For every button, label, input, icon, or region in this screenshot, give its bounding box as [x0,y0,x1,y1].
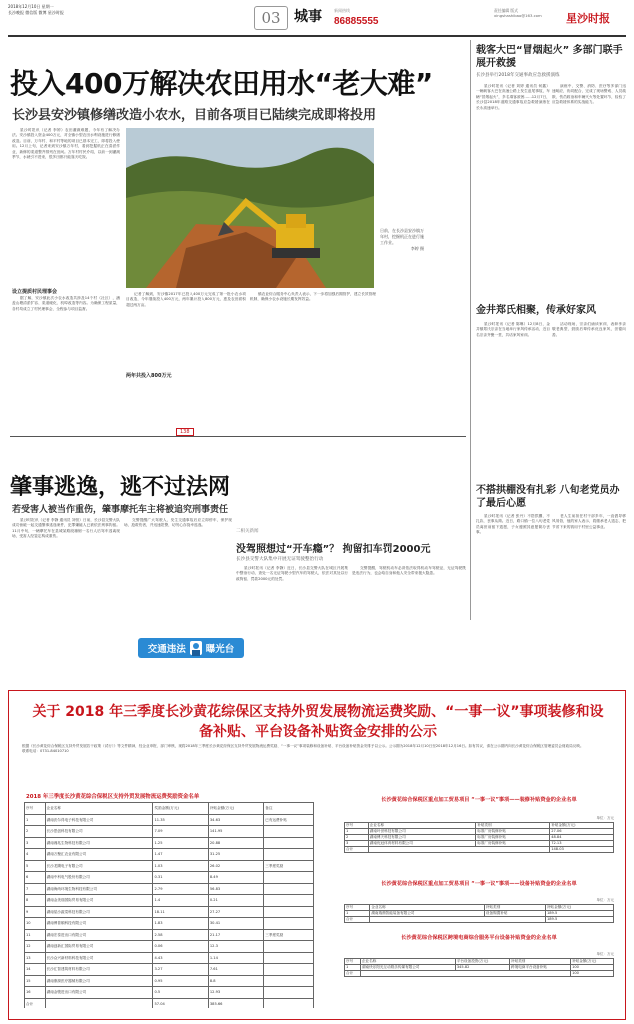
banner-label-1: 交通违法 [147,644,186,655]
table-cell: 1.14 [208,952,263,964]
editor-line: 责任编辑 版式 [494,8,518,13]
table-header-cell: 序号 [345,823,369,829]
table-empty-cell [360,971,570,977]
table-cell: 长沙龙腾电子有限公司 [45,860,153,872]
table-cell: 湖南瑞鼎智能装备有限公司 [370,911,485,917]
table-cell: 3.27 [153,964,208,976]
hotline-number: 86885555 [334,16,379,27]
table-cell: 13 [25,952,46,964]
table-2-title: 长沙黄花综合保税区重点加工贸易项目 “一事一议”事项——装修补贴资金的企业名单 [381,797,577,803]
table-1 [24,802,314,1008]
table-cell: 2 [25,826,46,838]
table-empty-cell [264,998,314,1008]
table-cell [264,964,314,976]
main-column-b [126,292,246,420]
table-3 [344,898,614,923]
related-news-subheadline: 长沙县交警大队集中开展无证驾驶整治行动 [236,557,324,562]
table-cell: 5 [25,860,46,872]
related-news-label: 二相关新闻 [236,529,259,534]
table-cell: 长沙汇智建筑材料有限公司 [45,964,153,976]
table-row [25,929,314,941]
table-cell: 72.13 [550,841,614,847]
table-cell: 1 [345,911,370,917]
table-header-cell: 补贴类别 [484,905,545,911]
related-news-body-a: 星沙时报讯（记者 李静）近日，长沙县交警大队在城区开展集中整治行动，查处一名无证驾驶小型汽车的驾驶人，依法对其处以行政拘留、罚款2000元的处罚。 [236,566,348,581]
table-cell: 56.83 [208,883,263,895]
table-cell: 7.61 [208,964,263,976]
table-3-title: 长沙黄花综合保税区重点加工贸易项目 “一事一议”事项——设备补贴资金的企业名单 [381,881,577,887]
table-total-row [345,971,614,977]
table-total-subsidy: 385.66 [208,998,263,1008]
table-cell: 1.03 [153,860,208,872]
table-cell: 标准厂房装修补贴 [476,829,550,835]
table-cell: 2 [345,835,369,841]
table-cell [264,837,314,849]
right-story-1-subheadline: 长沙县举行2018年交通事故应急救援演练 [476,73,560,78]
table-cell: 8.8 [208,975,263,987]
table-total-row [25,998,314,1008]
table-header-cell: 平台设备投资(万元) [455,959,509,965]
second-body-b: 交警提醒广大驾驶人，发生交通事故后应立即停车，保护现场，抢救伤者，并迅速报警，切勿心存侥幸逃逸。 [124,518,232,528]
table-2 [344,816,614,853]
table-cell: 11 [25,929,46,941]
main-subheadline: 长沙县安沙镇修缮改造小农水，目前各项目已陆续完成即将投用 [12,108,377,123]
table-cell: 湖南金骏进出口有限公司 [45,987,153,999]
table-cell [264,872,314,884]
table-total-amount: 100 [571,971,614,977]
table-4-title: 长沙黄花综合保税区跨境电商综合服务平台设备补贴资金的企业名单 [401,935,557,941]
main-column-c [250,292,376,420]
notice-paragraph: 根据《长沙黄花综合保税区支持外贸发展若干政策（试行）》等文件精神，经企业申报、部门审核，现将2018年三季度长沙黄花综保区支持外贸发展物流运费奖励、“一事一议”事项装修和设备补贴、平台设备补贴资金安排予以公示。公示期为2018年12月10日至2018年12月16日。如有异议，请在公示期内向长沙黄花综合保税区管理委员会财政局反映。 [22,744,584,748]
table-row [25,964,314,976]
table-cell: 7 [25,883,46,895]
table-cell: 长沙众兴新材料科技有限公司 [45,952,153,964]
table-3-unit: 单位：万元 [596,898,614,902]
table-cell: 1.25 [153,837,208,849]
table-cell [264,849,314,861]
table-cell: 3 [345,841,369,847]
table-cell: 1.47 [153,849,208,861]
table-row [25,849,314,861]
table-cell: 4 [25,849,46,861]
right-story-3-body-b: 老人生前担任村干部多年，一直倡导移风易俗，他的家人表示，将继承老人遗志，把节省下来的钱用于村里公益事业。 [552,514,626,529]
table-cell: 湖南万聚汇农业有限公司 [45,849,153,861]
table-empty-cell [370,917,546,923]
table-header-cell: 序号 [345,905,370,911]
table-cell [264,918,314,930]
table-header-cell: 补贴金额(万元) [208,803,263,815]
table-cell: 100 [571,965,614,971]
table-cell: 8.49 [208,872,263,884]
police-officer-icon [190,641,202,655]
brand-logo: 星沙时报 [566,12,610,25]
table-4-unit: 单位：万元 [596,952,614,956]
table-cell: 0.31 [153,872,208,884]
table-total-reward: 57.04 [153,998,208,1008]
table-cell: 湖南优冠体育材料有限公司 [368,841,475,847]
date-line: 2018年12月10日 星期一 [8,4,54,9]
table-cell: 湖南金美瑞国际贸易有限公司 [45,895,153,907]
table-cell: 4.43 [153,952,208,964]
table-header-cell: 企业名称 [360,959,455,965]
table-cell: 30.41 [208,918,263,930]
table-cell: 湖南宏泰进出口有限公司 [45,929,153,941]
table-total-amount: 189.5 [545,917,613,923]
column-divider [470,40,471,620]
traffic-violation-banner [138,638,244,658]
table-row [25,952,314,964]
table-cell: 189.5 [545,911,613,917]
table-total-label: 合计 [345,847,369,853]
table-cell: 湖南沃尔得电子科技有限公司 [45,814,153,826]
table-row [25,941,314,953]
table-header-cell: 企业名称 [45,803,153,815]
top-rule [8,35,626,37]
table-row [25,860,314,872]
table-header-cell: 补贴金额(万元) [550,823,614,829]
table-cell: 141.95 [208,826,263,838]
table-cell: 湖南湘兆生物科技有限公司 [45,837,153,849]
table-cell: 0.21 [208,895,263,907]
table-row [25,987,314,999]
table-total-label: 合计 [345,917,370,923]
table-total-row [345,917,614,923]
table-cell: 湖南快乐阳光互动娱乐传媒有限公司 [360,965,455,971]
related-news-headline: 没驾照想过“开车瘾”？ 拘留扣车罚2000元 [236,544,431,555]
table-cell: 27.06 [550,829,614,835]
table-cell: 湖南叶世科技有限公司 [368,829,475,835]
table-cell: 21.17 [208,929,263,941]
table-row [25,975,314,987]
main-body-c: 记者了解到，安沙镇2017年已投入400万元完成了第一批小农水项目改造，今年继续投入400万元，两年累计投入800万元，惠及农田面积超过两万亩。 [126,292,246,307]
masthead-right [494,8,560,18]
masthead-left [8,4,228,16]
table-header-cell: 补贴类别 [510,959,571,965]
main-body-b: 据了解，安沙镇此次小农水改造共涉及14个村（社区），涵盖山塘清淤扩容、渠道硬化、机埠改造等内容。为确保工程质量，各村均成立了村民理事会，全程参与项目监督。 [12,296,120,311]
table-cell: 湖南创新汇国际贸易有限公司 [45,941,153,953]
table-cell: 跨境电商平台设备补贴 [510,965,571,971]
table-cell: 345.82 [455,965,509,971]
hotline-label: 新闻热线 [334,8,350,13]
table-total-amount: 148.03 [550,847,614,853]
equipment-subsidy-table [344,904,614,923]
table-cell: 设备购置补贴 [484,911,545,917]
freight-reward-table [24,802,314,1008]
right-story-2-headline: 金井郑氏相聚，传承好家风 [476,305,596,316]
table-4 [344,952,614,977]
table-cell [264,987,314,999]
table-row [25,814,314,826]
table-cell: 标准厂房装修补贴 [476,841,550,847]
table-cell: 1.83 [153,918,208,930]
table-cell [264,941,314,953]
table-row [25,918,314,930]
main-body-a: 星沙时报讯（记者 李婷）农田灌溉难题，今年有了解决办法。安沙镇投入资金400万元，对全镇小型农田水利设施进行修缮改造。目前，万年村、和平村等地的项目已基本完工，即将投入使用。12月上旬，记者来到安沙镇万年村，看到挖掘机正在清淤作业，新修的渠道整齐排列在田间。万年村村民介绍，以前一到灌溉季节，水就引不进来，很多田都只能靠天吃饭。 [12,128,120,160]
main-subhead-1: 设立提质村民理事会 [12,289,58,295]
table-header-cell: 奖励金额(万元) [153,803,208,815]
table-header-cell: 企业名称 [368,823,475,829]
right-story-3-headline: 不搭拱棚没有扎彩 八旬老党员办了最后心愿 [476,485,620,509]
related-news-body-b: 交警提醒，驾驶机动车必须依法取得机动车驾驶证，无证驾驶既是违法行为，也会给自身和他人安全带来极大隐患。 [352,566,466,576]
table-row [25,826,314,838]
table-total-label: 合计 [345,971,361,977]
table-cell: 湖南中科电气股份有限公司 [45,872,153,884]
photo-caption [380,228,424,252]
table-cell: 湖南康源医疗器械有限公司 [45,975,153,987]
table-cell [264,826,314,838]
table-cell: 31.25 [208,849,263,861]
excavator-photo-drawing [126,128,374,288]
table-header-cell: 补贴金额(万元) [571,959,614,965]
table-cell: 12 [25,941,46,953]
main-subhead-2: 两年共投入800万元 [126,373,172,379]
table-2-unit: 单位：万元 [596,816,614,820]
table-total-row [345,847,614,853]
email-line: xingshashibao@163.com [494,13,542,18]
table-row [25,883,314,895]
table-cell: 湖南博天科技有限公司 [368,835,475,841]
table-cell: 16 [25,987,46,999]
table-cell: 1 [345,965,361,971]
table-empty-cell [368,847,549,853]
notice-title: 关于 2018 年三季度长沙黄花综保区支持外贸发展物流运费奖励、“一事一议”事项装修和设备补贴、平台设备补贴资金安排的公示 [32,704,604,740]
table-cell: 14 [25,964,46,976]
notice-body [22,744,614,778]
photo-credit: 李婷 摄 [410,246,424,251]
table-cell [264,975,314,987]
table-cell: 2.79 [153,883,208,895]
table-cell: 湖南星沙蔬菜科技有限公司 [45,906,153,918]
table-header-cell: 补贴金额(万元) [545,905,613,911]
table-cell: 1.4 [153,895,208,907]
section-name: 城事 [294,9,322,25]
table-cell: 12.3 [208,941,263,953]
table-cell: 3 [25,837,46,849]
table-cell: 27.27 [208,906,263,918]
table-header-row [25,803,314,815]
right-story-1-headline: 载客大巴“冒烟起火” 多部门联手展开救援 [476,45,623,69]
photo-caption-text: 日前，在长沙县安沙镇万年村，挖掘机正在进行施工作业。 [380,228,424,245]
page-number: 03 [254,6,288,30]
table-cell: 6 [25,872,46,884]
table-cell: 34.63 [208,814,263,826]
main-body-d: 镇农业综合服务中心负责人表示，下一步将加强后期管护，建立长效管理机制，确保小农水设施长期发挥效益。 [250,292,376,302]
table-cell: 26.02 [208,860,263,872]
table-cell: 已有运费补贴 [264,814,314,826]
table-cell: 11.35 [153,814,208,826]
main-column-a [12,128,120,420]
table-row [25,872,314,884]
page-marker: 138 [176,428,194,436]
table-row [25,837,314,849]
second-body-a: 星沙时报讯（记者 李静 通讯员 刘恒）日前，长沙县交警大队成功侦破一起交通肇事逃逸案件，犯罪嫌疑人已被依法刑事拘留。11月中旬，一辆摩托车在县城某路段撞倒一名行人后驾车逃离现场，受害人经鉴定构成重伤。 [12,518,120,539]
table-cell: 9 [25,906,46,918]
right-story-2-body-b: 活动现场，宗亲们诵读家训、表彰孝亲敬老典型，鼓励后辈传承优良家风，崇德向善。 [552,322,626,337]
table-cell: 1 [25,814,46,826]
table-cell [264,883,314,895]
table-cell: 标准厂房装修补贴 [476,835,550,841]
table-cell: 0.06 [153,941,208,953]
table-cell: 2.58 [153,929,208,941]
table-header-cell: 备注 [264,803,314,815]
table-row [25,895,314,907]
table-header-cell: 补贴类别 [476,823,550,829]
decoration-subsidy-table [344,822,614,853]
platform-subsidy-table [344,958,614,977]
table-total-label: 合计 [25,998,46,1008]
table-cell: 12.93 [208,987,263,999]
table-cell [264,906,314,918]
table-cell: 8 [25,895,46,907]
table-1-title: 2018 年三季度长沙黄花综合保税区支持外贸发展物流运费奖励资金名单 [26,794,200,800]
table-header-cell: 序号 [25,803,46,815]
table-row [25,906,314,918]
main-headline: 投入400万解决农田用水“老大难” [10,67,433,100]
table-cell: 1 [345,829,369,835]
right-story-1-body-b: 演练中，交警、消防、医疗等多部门迅速响应，协同配合，完成了现场警戒、人员疏散、伤员救治和车辆灭火等处置环节，检验了应急救援体系的实战能力。 [552,84,626,105]
table-header-cell: 企业名称 [370,905,485,911]
table-empty-cell [45,998,153,1008]
masthead-left-line: 长沙晚报 微信版 微博 星沙时报 [8,10,64,15]
second-subheadline: 若受害人被当作重伤，肇事摩托车主将被追究刑事责任 [12,505,229,515]
table-cell: 三季度奖励 [264,860,314,872]
table-cell: 20.88 [208,837,263,849]
table-cell [264,895,314,907]
second-headline: 肇事逃逸，逃不过法网 [10,475,231,500]
table-cell: 15 [25,975,46,987]
table-cell: 0.95 [153,975,208,987]
table-cell [264,952,314,964]
table-cell: 湖南海尚环境生物科技有限公司 [45,883,153,895]
right-story-3-body-a: 星沙时报讯（记者 张丹）不搭拱棚，不扎彩，丧事从简。近日，路口镇一位八旬老党员离世前留下遗愿，子女遵照其意愿简办丧事。 [476,514,550,535]
table-cell: 长沙思创科技有限公司 [45,826,153,838]
table-cell: 18.11 [153,906,208,918]
table-header-cell: 序号 [345,959,361,965]
table-cell: 湖南博普顺科技有限公司 [45,918,153,930]
right-story-1-body-a: 星沙时报讯（记者 刘婷 通讯员 何鑫）一辆载客大巴在高速公路上发生追尾事故，车辆“冒烟起火”，多名乘客被困……12月7日，长沙县2018年道路交通事故应急救援演练在长永高速举行。 [476,84,550,110]
section-divider [10,436,466,437]
table-cell: 48.84 [550,835,614,841]
excavator-photo [126,128,374,288]
banner-label-2: 曝光台 [205,644,235,655]
table-cell: 10 [25,918,46,930]
right-story-2-body-a: 星沙时报讯（记者 陈琳）12月8日，金井镇郑氏宗亲在当地举行家风传承活动，近百名宗亲齐聚一堂，共话家风家训。 [476,322,550,337]
table-cell: 0.5 [153,987,208,999]
notice-contact: 联系电话：0731-84010710 [22,749,69,754]
table-cell: 7.09 [153,826,208,838]
table-cell: 三季度奖励 [264,929,314,941]
